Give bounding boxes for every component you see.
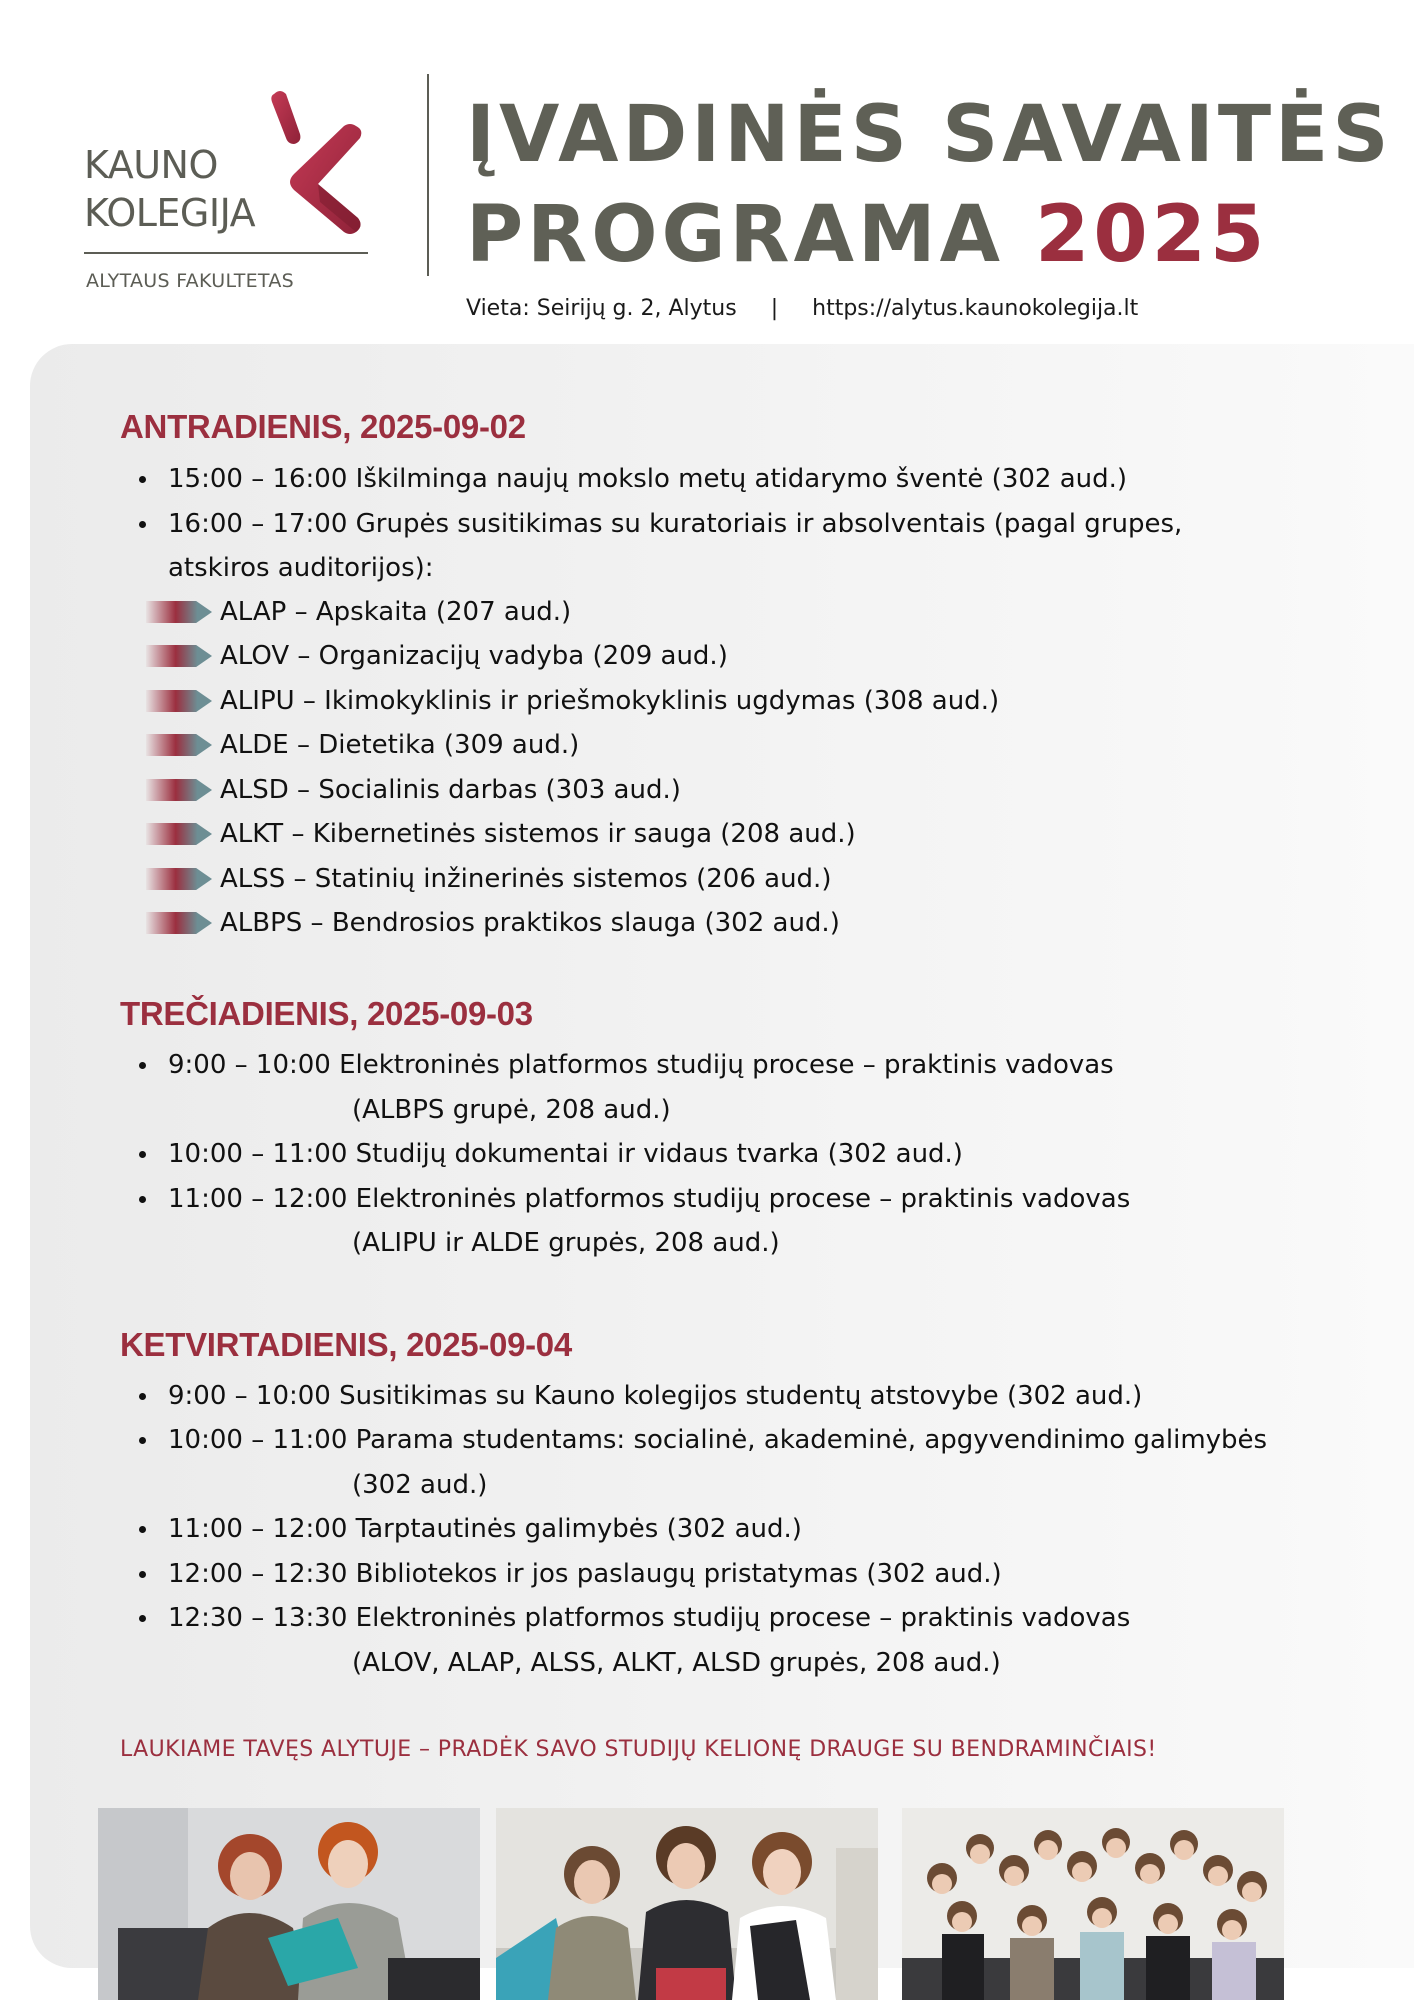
day-heading-thursday: KETVIRTADIENIS, 2025-09-04: [120, 1326, 572, 1363]
logo-faculty: ALYTAUS FAKULTETAS: [86, 270, 295, 292]
schedule-item-continuation: atskiros auditorijos):: [168, 553, 434, 583]
logo-line-kolegija: KOLEGIJA: [84, 191, 256, 235]
photo-students-reading: [98, 1808, 480, 2000]
group-item: ALDE – Dietetika (309 aud.): [220, 730, 580, 760]
location-text: Vieta: Seirijų g. 2, Alytus: [466, 296, 737, 321]
kauno-kolegija-logo: [84, 80, 374, 300]
schedule-item: 16:00 – 17:00 Grupės susitikimas su kuratoriais ir absolventais (pagal grupes,: [168, 509, 1183, 539]
schedule-item-continuation: (ALOV, ALAP, ALSS, ALKT, ALSD grupės, 208 aud.): [352, 1648, 1001, 1678]
bullet-icon: [139, 476, 146, 483]
day-heading-wednesday: TREČIADIENIS, 2025-09-03: [120, 995, 533, 1032]
group-item: ALBPS – Bendrosios praktikos slauga (302 aud.): [220, 908, 840, 938]
schedule-item-continuation: (ALBPS grupė, 208 aud.): [352, 1095, 671, 1125]
schedule-item: 12:30 – 13:30 Elektroninės platformos studijų procese – praktinis vadovas: [168, 1603, 1131, 1633]
page-title-line1: [466, 90, 1393, 180]
group-item: ALOV – Organizacijų vadyba (209 aud.): [220, 641, 728, 671]
logo-line-kauno: KAUNO: [84, 143, 218, 187]
photo-group-selfie: [902, 1808, 1284, 2000]
schedule-item: 10:00 – 11:00 Studijų dokumentai ir vidaus tvarka (302 aud.): [168, 1139, 963, 1169]
closing-tagline: LAUKIAME TAVĘS ALYTUJE – PRADĖK SAVO STUDIJŲ KELIONĘ DRAUGE SU BENDRAMINČIAIS!: [120, 1737, 1157, 1762]
group-item: ALKT – Kibernetinės sistemos ir sauga (208 aud.): [220, 819, 856, 849]
photo-students-group: [496, 1808, 878, 2000]
schedule-item: 9:00 – 10:00 Elektroninės platformos studijų procese – praktinis vadovas: [168, 1050, 1114, 1080]
group-item: ALSD – Socialinis darbas (303 aud.): [220, 775, 681, 805]
title-text-prefix: PROGRAMA: [466, 190, 1004, 280]
info-separator: |: [770, 296, 779, 321]
day-heading-tuesday: ANTRADIENIS, 2025-09-02: [120, 408, 526, 445]
header-divider: [427, 74, 429, 276]
schedule-item: 15:00 – 16:00 Iškilminga naujų mokslo metų atidarymo šventė (302 aud.): [168, 464, 1128, 494]
bullet-icon: [139, 1571, 146, 1578]
bullet-icon: [139, 1062, 146, 1069]
schedule-item: 11:00 – 12:00 Tarptautinės galimybės (302 aud.): [168, 1514, 802, 1544]
bullet-icon: [139, 1615, 146, 1622]
schedule-item-continuation: (302 aud.): [352, 1470, 488, 1500]
schedule-item: 10:00 – 11:00 Parama studentams: socialinė, akademinė, apgyvendinimo galimybės: [168, 1425, 1268, 1455]
bullet-icon: [139, 1196, 146, 1203]
title-text-line1: ĮVADINĖS SAVAITĖS: [466, 90, 1393, 180]
schedule-item: 9:00 – 10:00 Susitikimas su Kauno kolegijos studentų atstovybe (302 aud.): [168, 1381, 1143, 1411]
group-item: ALSS – Statinių inžinerinės sistemos (206 aud.): [220, 864, 832, 894]
logo-divider: [84, 252, 368, 254]
bullet-icon: [139, 1393, 146, 1400]
bullet-icon: [139, 1437, 146, 1444]
website-link[interactable]: https://alytus.kaunokolegija.lt: [812, 296, 1139, 321]
group-item: ALIPU – Ikimokyklinis ir priešmokyklinis ugdymas (308 aud.): [220, 686, 1000, 716]
bullet-icon: [139, 521, 146, 528]
schedule-item: 11:00 – 12:00 Elektroninės platformos studijų procese – praktinis vadovas: [168, 1184, 1131, 1214]
title-year: 2025: [1035, 190, 1269, 280]
group-item: ALAP – Apskaita (207 aud.): [220, 597, 572, 627]
logo-k-mark-icon: [260, 86, 370, 236]
bullet-icon: [139, 1526, 146, 1533]
bullet-icon: [139, 1151, 146, 1158]
schedule-item: 12:00 – 12:30 Bibliotekos ir jos paslaugų pristatymas (302 aud.): [168, 1559, 1002, 1589]
header-info: [466, 296, 1138, 321]
page-title-line2: [466, 190, 1269, 280]
schedule-item-continuation: (ALIPU ir ALDE grupės, 208 aud.): [352, 1228, 780, 1258]
